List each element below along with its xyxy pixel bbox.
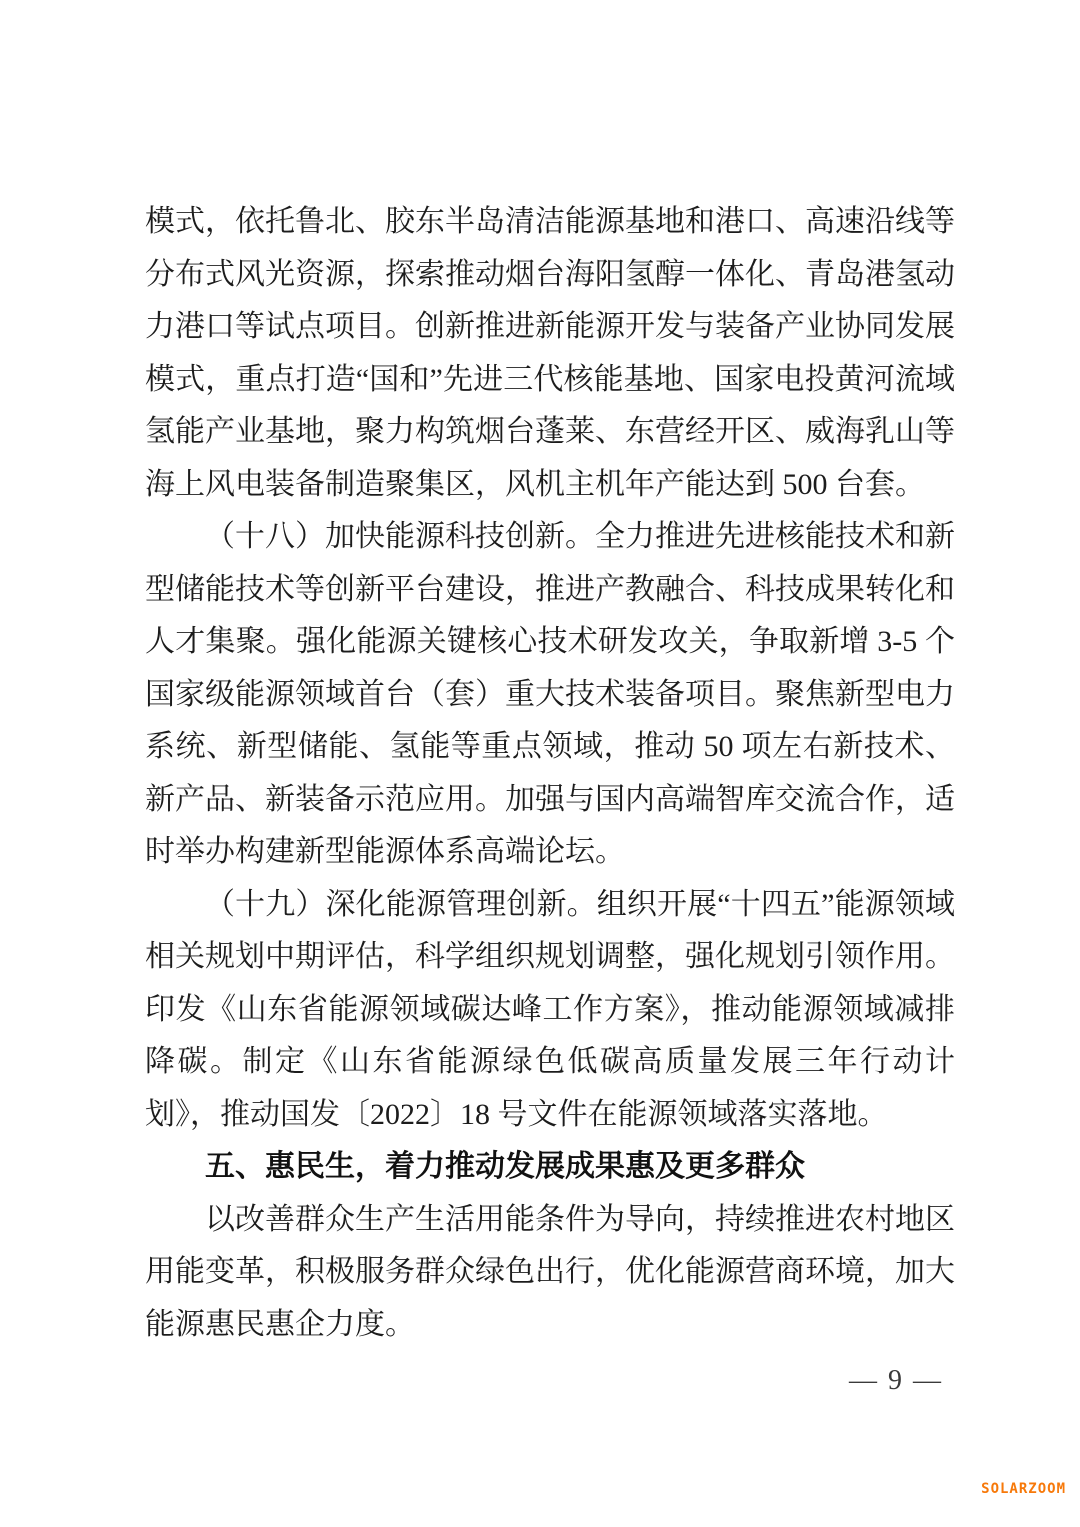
- paragraph-section-5-intro: 以改善群众生产生活用能条件为导向，持续推进农村地区用能变革，积极服务群众绿色出行，优化能源营商环境，加大能源惠民惠企力度。: [145, 1202, 955, 1341]
- section-heading-5: 五、惠民生，着力推动发展成果惠及更多群众: [205, 1150, 805, 1183]
- watermark-solarzoom: SOLARZOOM: [981, 1481, 1066, 1497]
- paragraph-section-19: （十九）深化能源管理创新。组织开展“十四五”能源领域相关规划中期评估，科学组织规划调整，强化规划引领作用。印发《山东省能源领域碳达峰工作方案》，推动能源领域减排降碳。制定《山东省能源绿色低碳高质量发展三年行动计划》，推动国发〔2022〕18 号文件在能源领域落实落地。: [145, 887, 955, 1131]
- document-body: [145, 196, 955, 1351]
- paragraph-section-18: （十八）加快能源科技创新。全力推进先进核能技术和新型储能技术等创新平台建设，推进产教融合、科技成果转化和人才集聚。强化能源关键核心技术研发攻关，争取新增 3-5 个国家级能源领域首台（套）重大技术装备项目。聚焦新型电力系统、新型储能、氢能等重点领域，推动 50 项左右新技术、新产品、新装备示范应用。加强与国内高端智库交流合作，适时举办构建新型能源体系高端论坛。: [145, 520, 955, 868]
- page-number: — 9 —: [849, 1365, 943, 1396]
- paragraph-continuation: 模式，依托鲁北、胶东半岛清洁能源基地和港口、高速沿线等分布式风光资源，探索推动烟台海阳氢醇一体化、青岛港氢动力港口等试点项目。创新推进新能源开发与装备产业协同发展模式，重点打造“国和”先进三代核能基地、国家电投黄河流域氢能产业基地，聚力构筑烟台蓬莱、东营经开区、威海乳山等海上风电装备制造聚集区，风机主机年产能达到 500 台套。: [145, 205, 955, 501]
